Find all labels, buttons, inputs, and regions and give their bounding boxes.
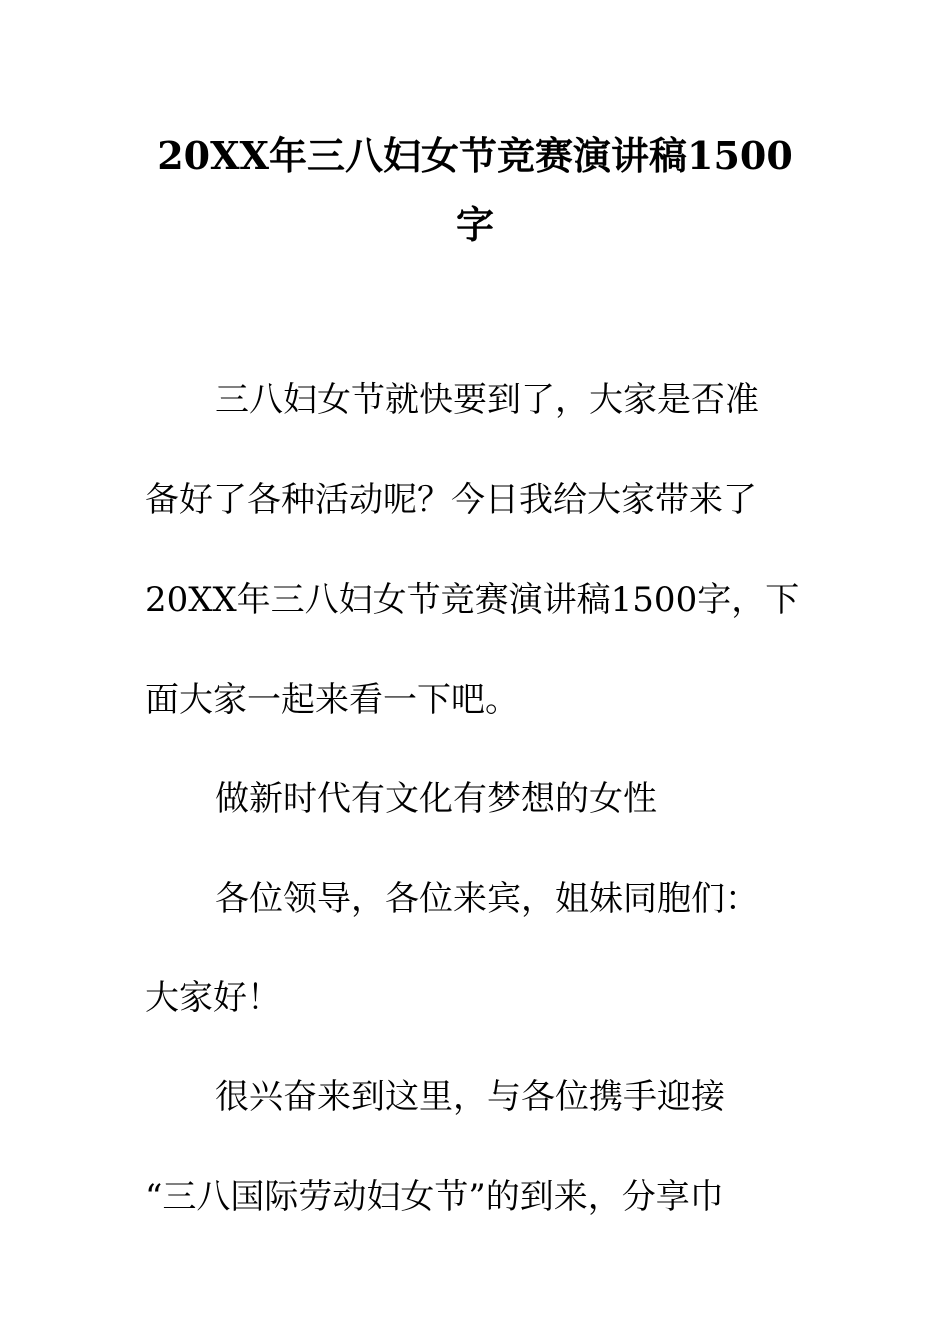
body-paragraph-line: 20XX年三八妇女节竞赛演讲稿1500字，下 bbox=[145, 580, 800, 620]
body-paragraph-line: 备好了各种活动呢？今日我给大家带来了 bbox=[145, 480, 757, 520]
body-paragraph-line: 面大家一起来看一下吧。 bbox=[145, 680, 519, 720]
body-paragraph-line: “三八国际劳动妇女节”的到来，分享巾 bbox=[145, 1177, 724, 1217]
greeting-line: 大家好！ bbox=[145, 978, 281, 1018]
body-paragraph-line: 三八妇女节就快要到了，大家是否准 bbox=[215, 380, 759, 420]
document-title-line-2: 字 bbox=[455, 202, 494, 247]
document-title-line-1: 20XX年三八妇女节竞赛演讲稿1500 bbox=[157, 133, 793, 178]
body-paragraph-line: 很兴奋来到这里，与各位携手迎接 bbox=[215, 1077, 725, 1117]
salutation-line: 各位领导，各位来宾，姐妹同胞们： bbox=[215, 879, 759, 919]
section-heading: 做新时代有文化有梦想的女性 bbox=[215, 779, 657, 819]
